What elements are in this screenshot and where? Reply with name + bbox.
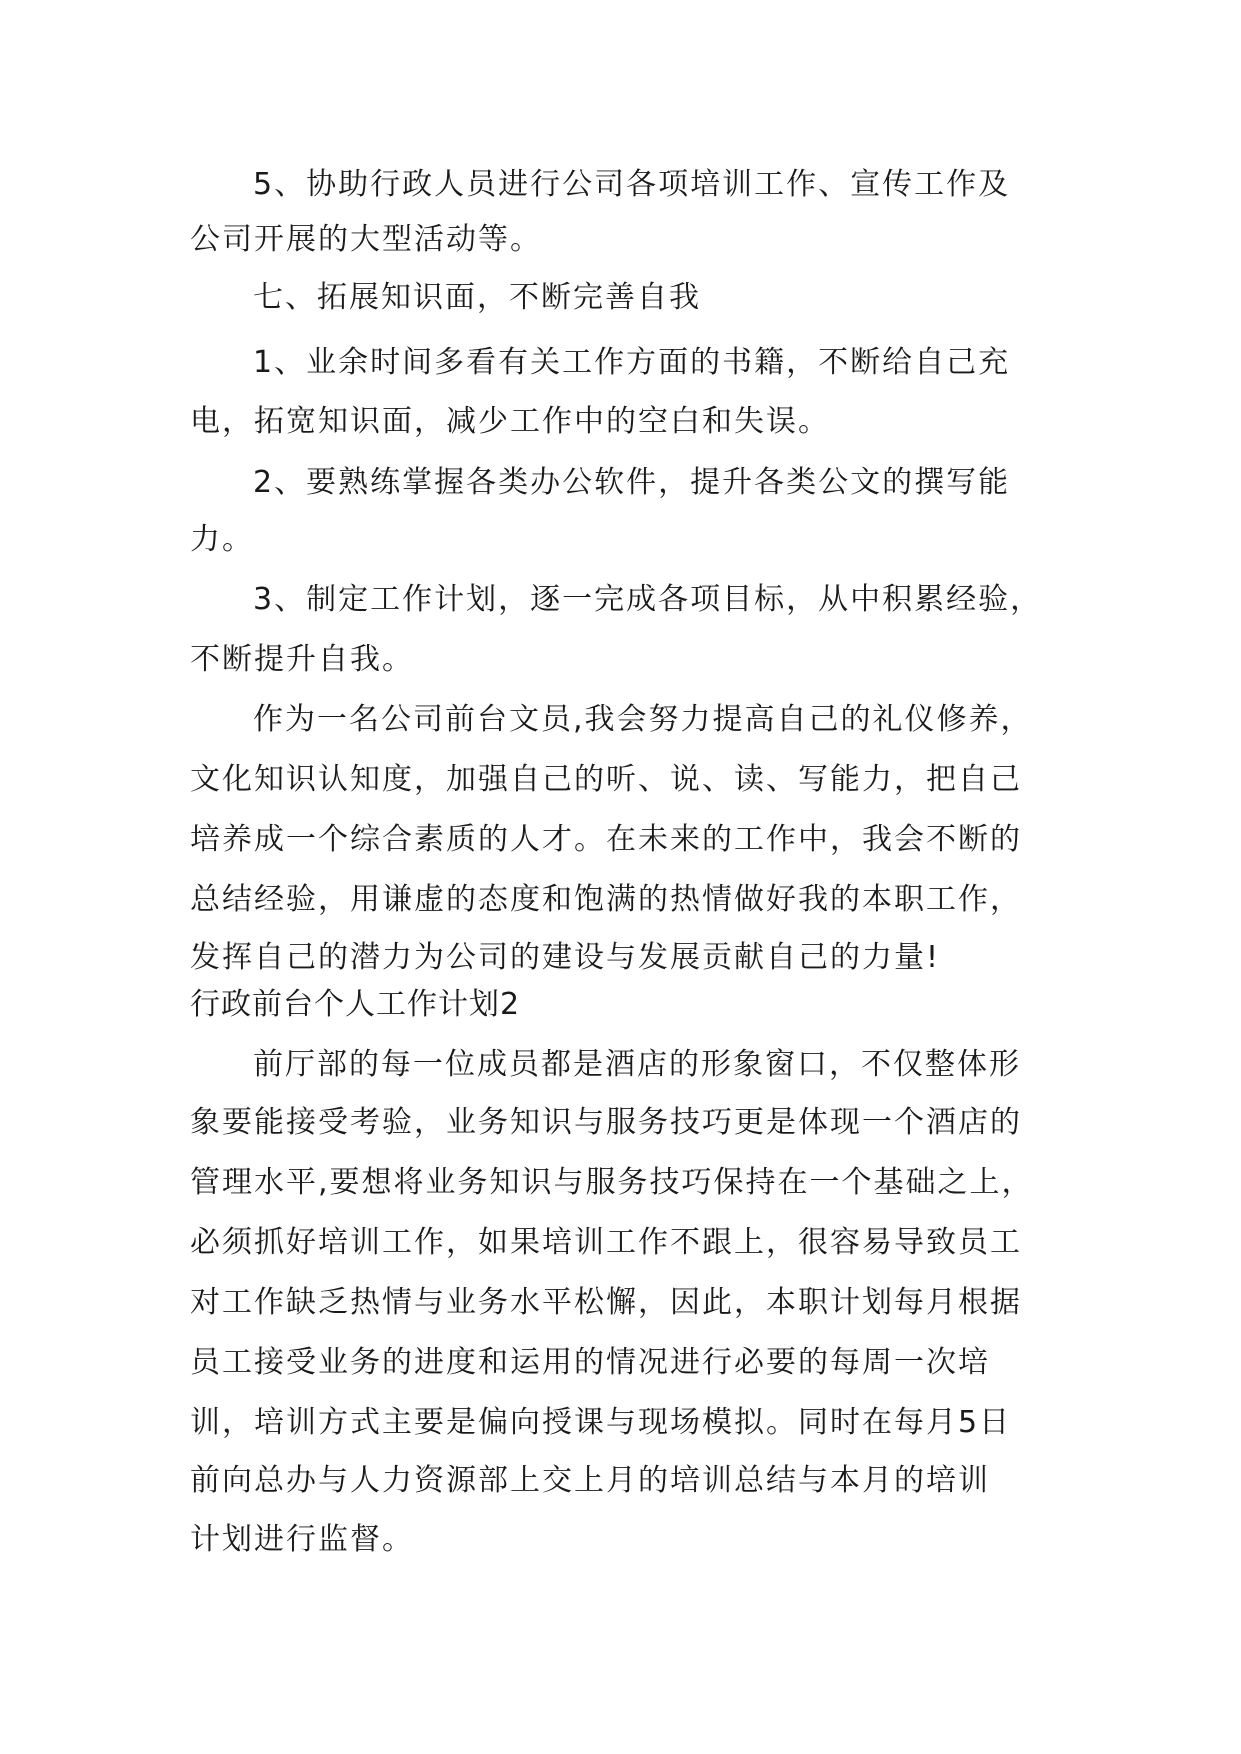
closing-paragraph-line-2: 文化知识认知度，加强自己的听、说、读、写能力，把自己 — [190, 762, 1022, 797]
closing-paragraph-line-4: 总结经验，用谦虚的态度和饱满的热情做好我的本职工作， — [190, 882, 1022, 917]
paragraph-item-1-line-1: 1、业余时间多看有关工作方面的书籍，不断给自己充 — [253, 345, 1011, 380]
body-paragraph-line-4: 必须抓好培训工作，如果培训工作不跟上，很容易导致员工 — [190, 1225, 1022, 1260]
closing-paragraph-line-1: 作为一名公司前台文员,我会努力提高自己的礼仪修养， — [253, 702, 1033, 737]
body-paragraph-line-1: 前厅部的每一位成员都是酒店的形象窗口，不仅整体形 — [253, 1047, 1021, 1082]
document-title-2: 行政前台个人工作计划2 — [190, 987, 521, 1022]
paragraph-item-1-line-2: 电，拓宽知识面，减少工作中的空白和失误。 — [190, 404, 830, 439]
body-paragraph-line-2: 象要能接受考验，业务知识与服务技巧更是体现一个酒店的 — [190, 1105, 1022, 1140]
body-paragraph-line-7: 训，培训方式主要是偏向授课与现场模拟。同时在每月5日 — [190, 1405, 1012, 1440]
paragraph-item-3-line-1: 3、制定工作计划，逐一完成各项目标，从中积累经验， — [253, 582, 1043, 617]
body-paragraph-line-6: 员工接受业务的进度和运用的情况进行必要的每周一次培 — [190, 1345, 990, 1380]
closing-paragraph-line-3: 培养成一个综合素质的人才。在未来的工作中，我会不断的 — [190, 822, 1022, 857]
paragraph-item-3-line-2: 不断提升自我。 — [190, 642, 414, 677]
body-paragraph-line-5: 对工作缺乏热情与业务水平松懈，因此，本职计划每月根据 — [190, 1285, 1022, 1320]
closing-paragraph-line-5: 发挥自己的潜力为公司的建设与发展贡献自己的力量! — [190, 940, 941, 975]
paragraph-item-2-line-2: 力。 — [190, 522, 254, 557]
paragraph-item-2-line-1: 2、要熟练掌握各类办公软件，提升各类公文的撰写能 — [253, 465, 1011, 500]
body-paragraph-line-8: 前向总办与人力资源部上交上月的培训总结与本月的培训 — [190, 1463, 990, 1498]
section-heading-7: 七、拓展知识面，不断完善自我 — [253, 280, 701, 315]
paragraph-item-5-line-1: 5、协助行政人员进行公司各项培训工作、宣传工作及 — [253, 167, 1011, 202]
paragraph-item-5-line-2: 公司开展的大型活动等。 — [190, 222, 542, 257]
body-paragraph-line-9: 计划进行监督。 — [190, 1522, 414, 1557]
body-paragraph-line-3: 管理水平,要想将业务知识与服务技巧保持在一个基础之上， — [190, 1165, 1034, 1200]
